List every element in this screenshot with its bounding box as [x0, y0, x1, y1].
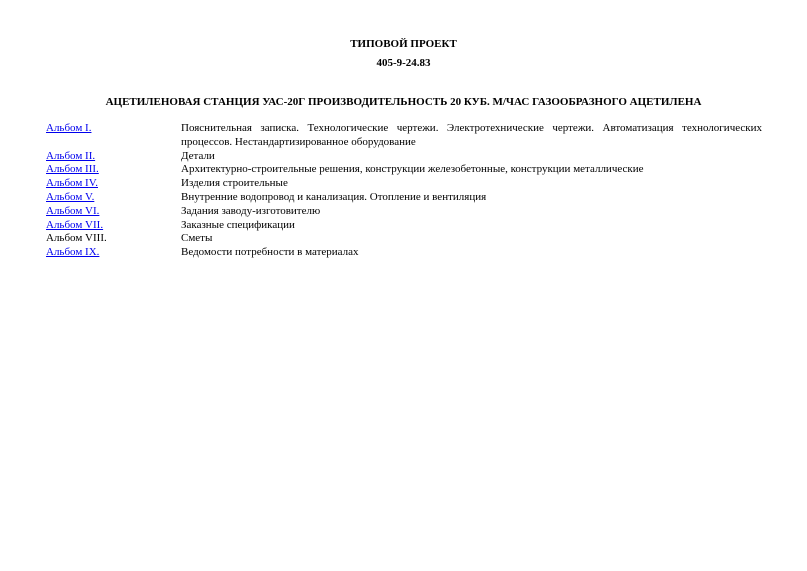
album-list [46, 122, 762, 260]
project-number: 405-9-24.83 [376, 57, 431, 69]
album-5-description: Внутренние водопровод и канализация. Отопление и вентиляция [181, 190, 487, 203]
album-row-1 [46, 122, 762, 150]
album-6-link[interactable]: Альбом VI. [46, 204, 100, 217]
project-name: АЦЕТИЛЕНОВАЯ СТАНЦИЯ УАС-20Г ПРОИЗВОДИТЕЛЬНОСТЬ 20 КУБ. М/ЧАС ГАЗООБРАЗНОГО АЦЕТИЛЕНА [105, 96, 702, 108]
document-title: ТИПОВОЙ ПРОЕКТ [350, 38, 457, 50]
album-row-8 [46, 232, 762, 246]
album-4-description: Изделия строительные [181, 177, 288, 190]
album-7-link[interactable]: Альбом VII. [46, 218, 104, 231]
album-row-9 [46, 246, 762, 260]
album-9-link[interactable]: Альбом IX. [46, 246, 100, 259]
album-8-label: Альбом VIII. [46, 232, 107, 245]
album-3-link[interactable]: Альбом III. [46, 163, 99, 176]
album-row-4 [46, 177, 762, 191]
album-row-7 [46, 219, 762, 233]
album-7-description: Заказные спецификации [181, 218, 295, 231]
album-5-link[interactable]: Альбом V. [46, 190, 95, 203]
album-6-description: Задания заводу-изготовителю [181, 204, 321, 217]
album-row-6 [46, 205, 762, 219]
album-1-link[interactable]: Альбом I. [46, 122, 92, 134]
album-1-description: Пояснительная записка. Технологические чертежи. Электротехнические чертежи. Автоматизация технологических процессов. Нестандартизированное оборудование [181, 122, 762, 148]
album-row-2 [46, 150, 762, 164]
album-2-description: Детали [181, 149, 215, 162]
album-row-5 [46, 191, 762, 205]
album-8-description: Сметы [181, 232, 213, 245]
album-2-link[interactable]: Альбом II. [46, 149, 96, 162]
album-3-description: Архитектурно-строительные решения, конструкции железобетонные, конструкции металлические [181, 163, 644, 176]
album-row-3 [46, 163, 762, 177]
album-4-link[interactable]: Альбом IV. [46, 177, 98, 190]
album-9-description: Ведомости потребности в материалах [181, 246, 359, 259]
